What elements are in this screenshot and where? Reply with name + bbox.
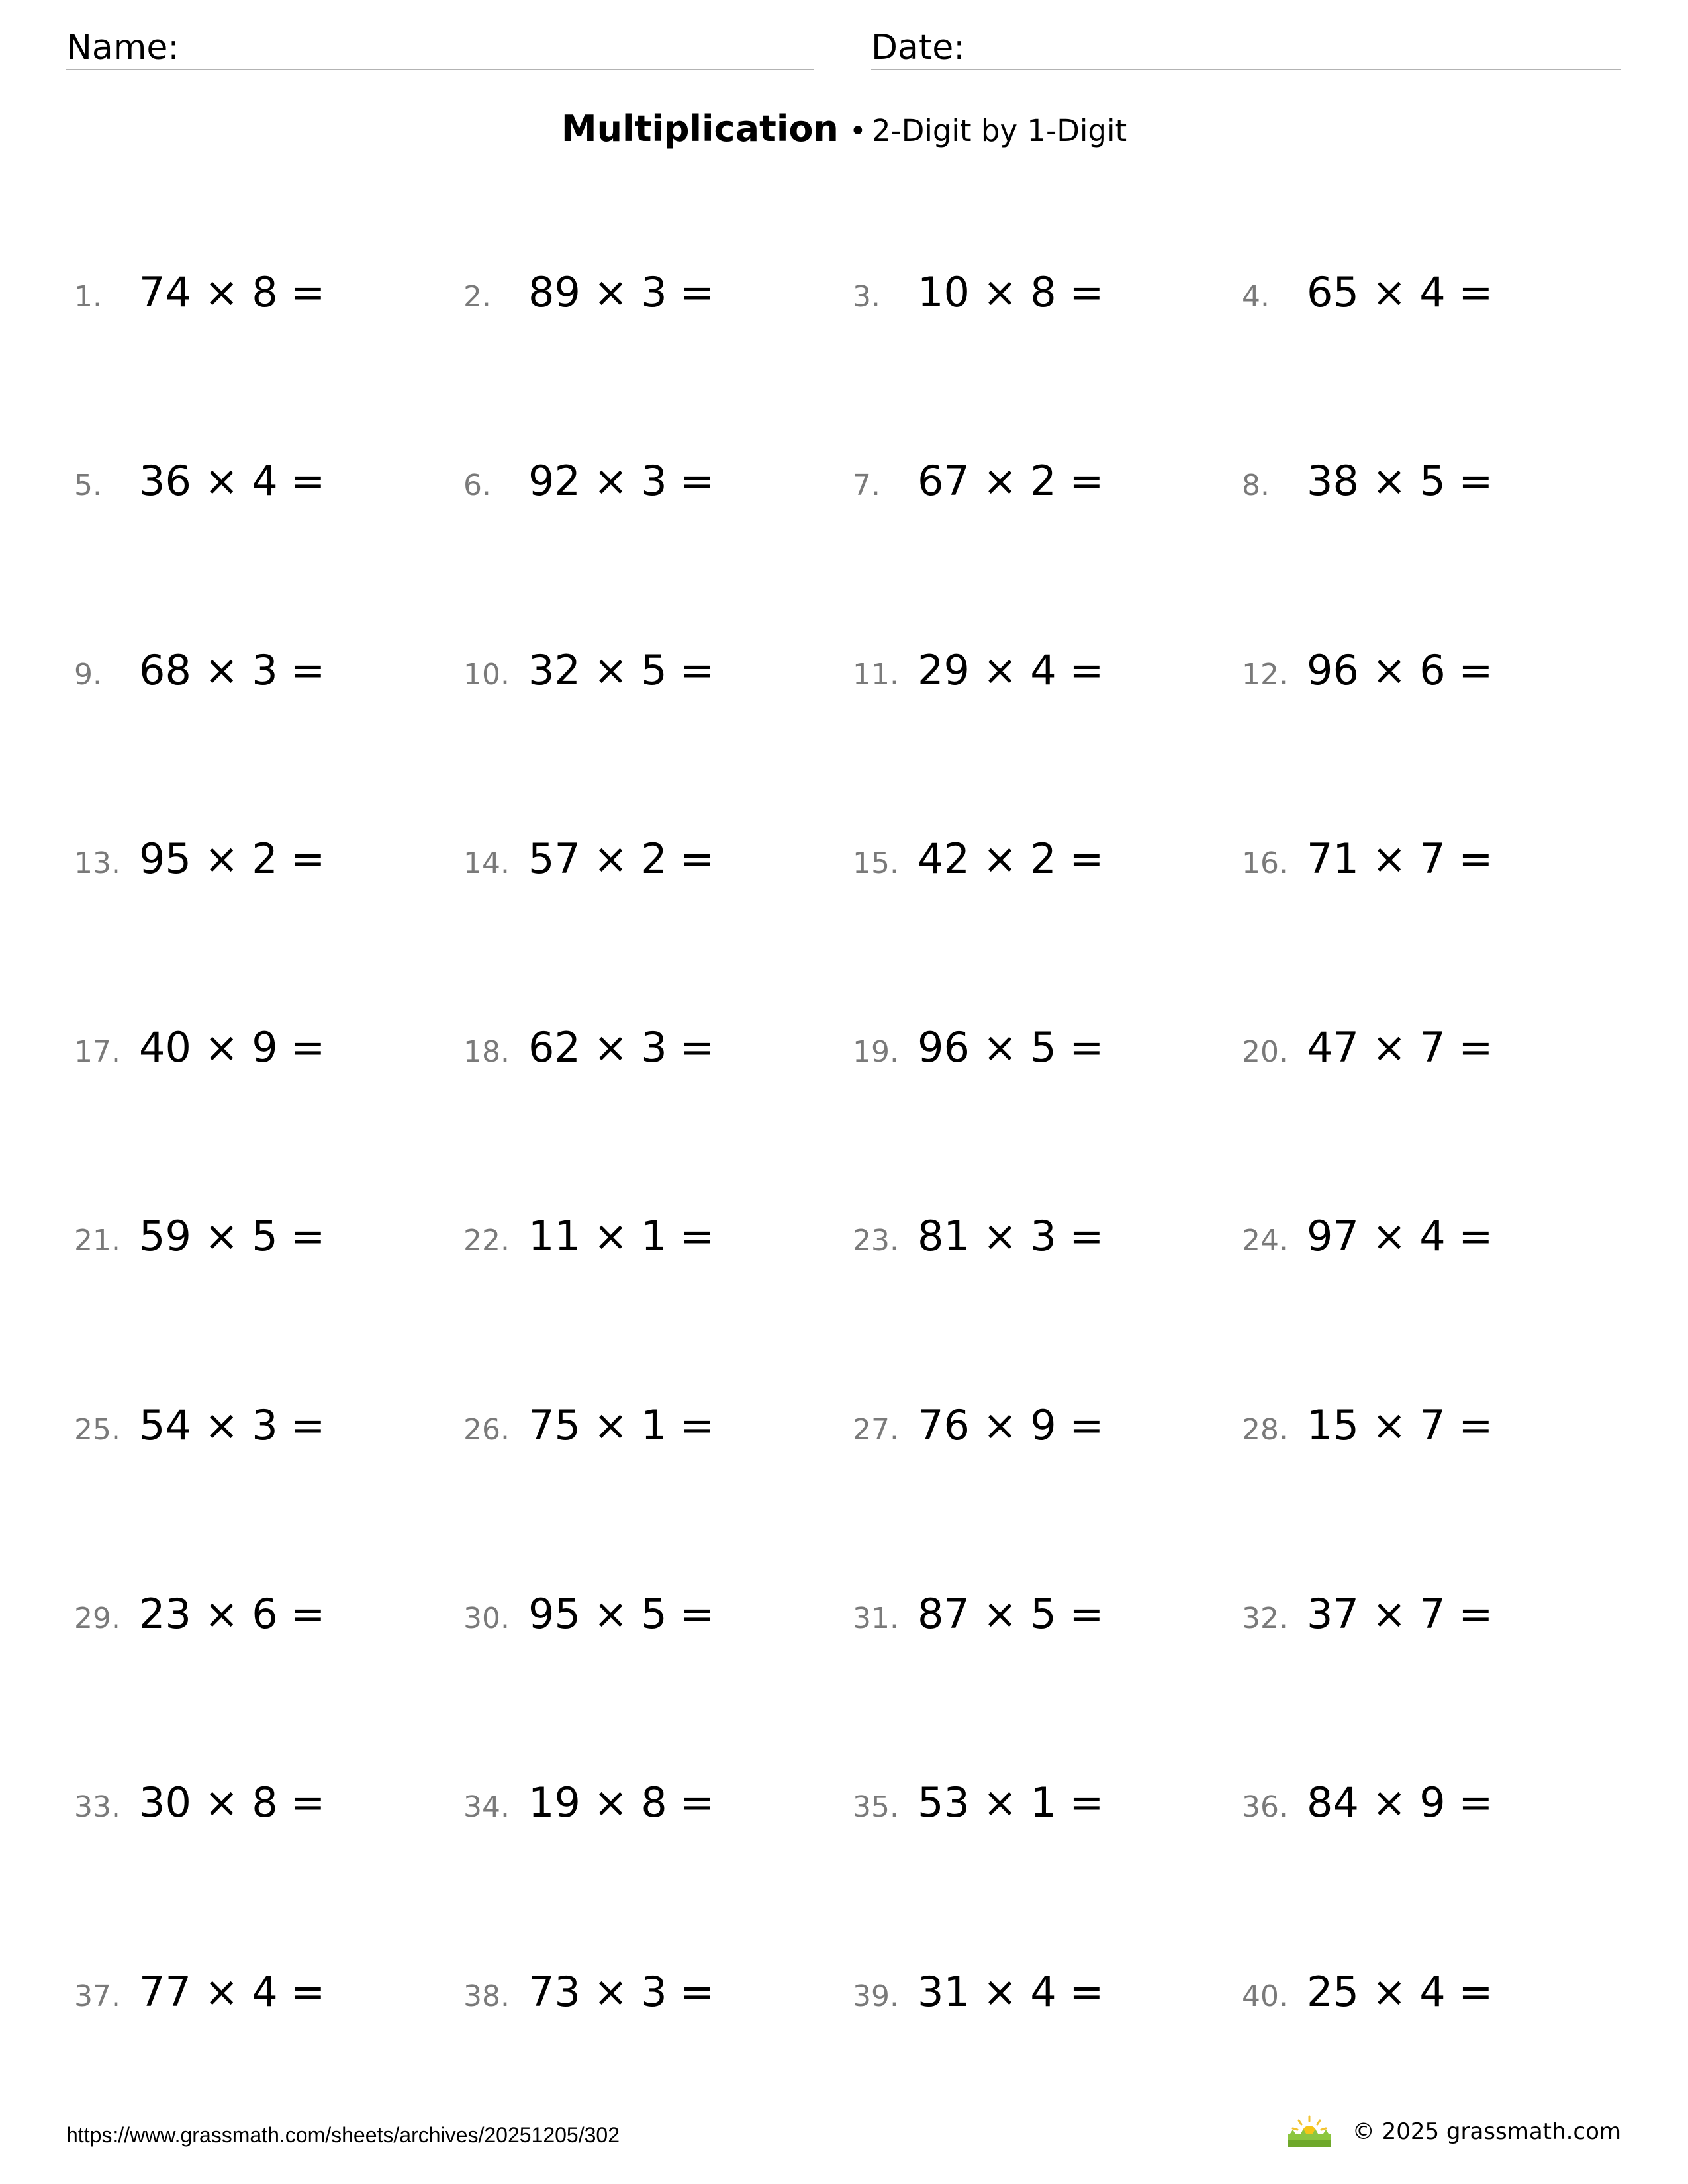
problem-grid: [74, 268, 1610, 2156]
problem-number: 7.: [853, 469, 880, 503]
problem-item: [463, 1212, 853, 1265]
problem-expression: 31 × 4 =: [917, 1967, 1104, 2016]
problem-number: 17.: [74, 1035, 120, 1069]
date-label: Date:: [871, 28, 965, 68]
problem-item: [853, 268, 1242, 321]
problem-item: [463, 1778, 853, 1831]
problem-number: 23.: [853, 1224, 899, 1258]
problem-expression: 67 × 2 =: [917, 457, 1104, 506]
problem-number: 36.: [1242, 1790, 1288, 1825]
problem-number: 28.: [1242, 1412, 1288, 1447]
problem-item: [463, 1401, 853, 1454]
problem-expression: 57 × 2 =: [528, 834, 715, 883]
title-main: Multiplication: [561, 108, 839, 150]
problem-number: 11.: [853, 657, 899, 692]
problem-expression: 10 × 8 =: [917, 268, 1104, 316]
footer-brand: [1286, 2115, 1621, 2148]
problem-expression: 81 × 3 =: [917, 1212, 1104, 1261]
problem-item: [74, 1212, 463, 1265]
problem-number: 3.: [853, 280, 880, 314]
copyright: © 2025 grassmath.com: [1352, 2118, 1621, 2145]
footer-url: https://www.grassmath.com/sheets/archives/20251205/302: [66, 2123, 620, 2147]
problem-item: [1242, 1778, 1631, 1831]
problem-expression: 95 × 5 =: [528, 1590, 715, 1639]
problem-number: 5.: [74, 469, 102, 503]
problem-number: 13.: [74, 846, 120, 880]
problem-item: [74, 268, 463, 321]
problem-expression: 37 × 7 =: [1307, 1590, 1493, 1639]
problem-item: [1242, 457, 1631, 510]
problem-expression: 68 × 3 =: [139, 645, 326, 694]
problem-item: [853, 646, 1242, 699]
problem-item: [463, 1968, 853, 2021]
problem-item: [853, 1023, 1242, 1076]
problem-item: [853, 1778, 1242, 1831]
problem-number: 12.: [1242, 657, 1288, 692]
problem-expression: 89 × 3 =: [528, 268, 715, 316]
problem-number: 39.: [853, 1979, 899, 2013]
problem-item: [853, 835, 1242, 887]
problem-number: 6.: [463, 469, 491, 503]
problem-number: 16.: [1242, 846, 1288, 880]
problem-item: [74, 646, 463, 699]
grass-sun-logo-icon: [1286, 2115, 1333, 2148]
problem-expression: 42 × 2 =: [917, 834, 1104, 883]
problem-number: 33.: [74, 1790, 120, 1825]
problem-expression: 36 × 4 =: [139, 457, 326, 506]
problem-item: [74, 1023, 463, 1076]
problem-item: [853, 1590, 1242, 1643]
problem-expression: 84 × 9 =: [1307, 1778, 1493, 1827]
problem-expression: 73 × 3 =: [528, 1967, 715, 2016]
problem-number: 19.: [853, 1035, 899, 1069]
problem-number: 18.: [463, 1035, 510, 1069]
title-subtitle: 2-Digit by 1-Digit: [871, 113, 1127, 148]
title-separator: •: [849, 114, 867, 148]
problem-expression: 92 × 3 =: [528, 457, 715, 506]
problem-item: [74, 457, 463, 510]
problem-expression: 29 × 4 =: [917, 645, 1104, 694]
problem-item: [1242, 1212, 1631, 1265]
problem-item: [853, 1968, 1242, 2021]
problem-item: [463, 1023, 853, 1076]
problem-expression: 74 × 8 =: [139, 268, 326, 316]
problem-expression: 77 × 4 =: [139, 1967, 326, 2016]
problem-number: 30.: [463, 1602, 510, 1636]
problem-number: 10.: [463, 657, 510, 692]
problem-expression: 40 × 9 =: [139, 1023, 326, 1072]
problem-expression: 19 × 8 =: [528, 1778, 715, 1827]
problem-expression: 23 × 6 =: [139, 1590, 326, 1639]
problem-number: 15.: [853, 846, 899, 880]
problem-expression: 11 × 1 =: [528, 1212, 715, 1261]
problem-item: [74, 1968, 463, 2021]
problem-item: [853, 1212, 1242, 1265]
problem-item: [853, 457, 1242, 510]
problem-number: 8.: [1242, 469, 1270, 503]
problem-expression: 30 × 8 =: [139, 1778, 326, 1827]
problem-number: 21.: [74, 1224, 120, 1258]
problem-number: 2.: [463, 280, 491, 314]
problem-expression: 53 × 1 =: [917, 1778, 1104, 1827]
problem-item: [463, 835, 853, 887]
problem-number: 35.: [853, 1790, 899, 1825]
problem-number: 4.: [1242, 280, 1270, 314]
problem-number: 9.: [74, 657, 102, 692]
problem-item: [1242, 646, 1631, 699]
problem-item: [1242, 1590, 1631, 1643]
problem-item: [463, 268, 853, 321]
problem-expression: 47 × 7 =: [1307, 1023, 1493, 1072]
problem-expression: 59 × 5 =: [139, 1212, 326, 1261]
problem-number: 14.: [463, 846, 510, 880]
date-field[interactable]: [871, 24, 1621, 70]
problem-expression: 87 × 5 =: [917, 1590, 1104, 1639]
problem-expression: 25 × 4 =: [1307, 1967, 1493, 2016]
problem-number: 40.: [1242, 1979, 1288, 2013]
problem-number: 25.: [74, 1412, 120, 1447]
problem-expression: 97 × 4 =: [1307, 1212, 1493, 1261]
problem-item: [463, 646, 853, 699]
problem-expression: 15 × 7 =: [1307, 1400, 1493, 1449]
problem-number: 37.: [74, 1979, 120, 2013]
problem-number: 22.: [463, 1224, 510, 1258]
problem-expression: 32 × 5 =: [528, 645, 715, 694]
problem-number: 38.: [463, 1979, 510, 2013]
problem-expression: 96 × 5 =: [917, 1023, 1104, 1072]
problem-number: 34.: [463, 1790, 510, 1825]
problem-expression: 54 × 3 =: [139, 1400, 326, 1449]
name-label: Name:: [66, 28, 179, 68]
problem-expression: 65 × 4 =: [1307, 268, 1493, 316]
problem-expression: 95 × 2 =: [139, 834, 326, 883]
problem-number: 32.: [1242, 1602, 1288, 1636]
problem-expression: 75 × 1 =: [528, 1400, 715, 1449]
problem-expression: 76 × 9 =: [917, 1400, 1104, 1449]
problem-number: 29.: [74, 1602, 120, 1636]
problem-item: [1242, 1023, 1631, 1076]
worksheet-title: [0, 106, 1688, 161]
problem-number: 27.: [853, 1412, 899, 1447]
problem-item: [74, 835, 463, 887]
problem-item: [74, 1778, 463, 1831]
problem-expression: 71 × 7 =: [1307, 834, 1493, 883]
problem-expression: 96 × 6 =: [1307, 645, 1493, 694]
problem-number: 26.: [463, 1412, 510, 1447]
problem-item: [463, 457, 853, 510]
problem-item: [1242, 1968, 1631, 2021]
problem-item: [1242, 835, 1631, 887]
problem-item: [853, 1401, 1242, 1454]
problem-number: 24.: [1242, 1224, 1288, 1258]
problem-expression: 62 × 3 =: [528, 1023, 715, 1072]
name-field[interactable]: [66, 24, 814, 70]
problem-number: 1.: [74, 280, 102, 314]
problem-expression: 38 × 5 =: [1307, 457, 1493, 506]
problem-item: [1242, 268, 1631, 321]
problem-item: [1242, 1401, 1631, 1454]
problem-number: 31.: [853, 1602, 899, 1636]
problem-number: 20.: [1242, 1035, 1288, 1069]
problem-item: [74, 1401, 463, 1454]
problem-item: [463, 1590, 853, 1643]
problem-item: [74, 1590, 463, 1643]
